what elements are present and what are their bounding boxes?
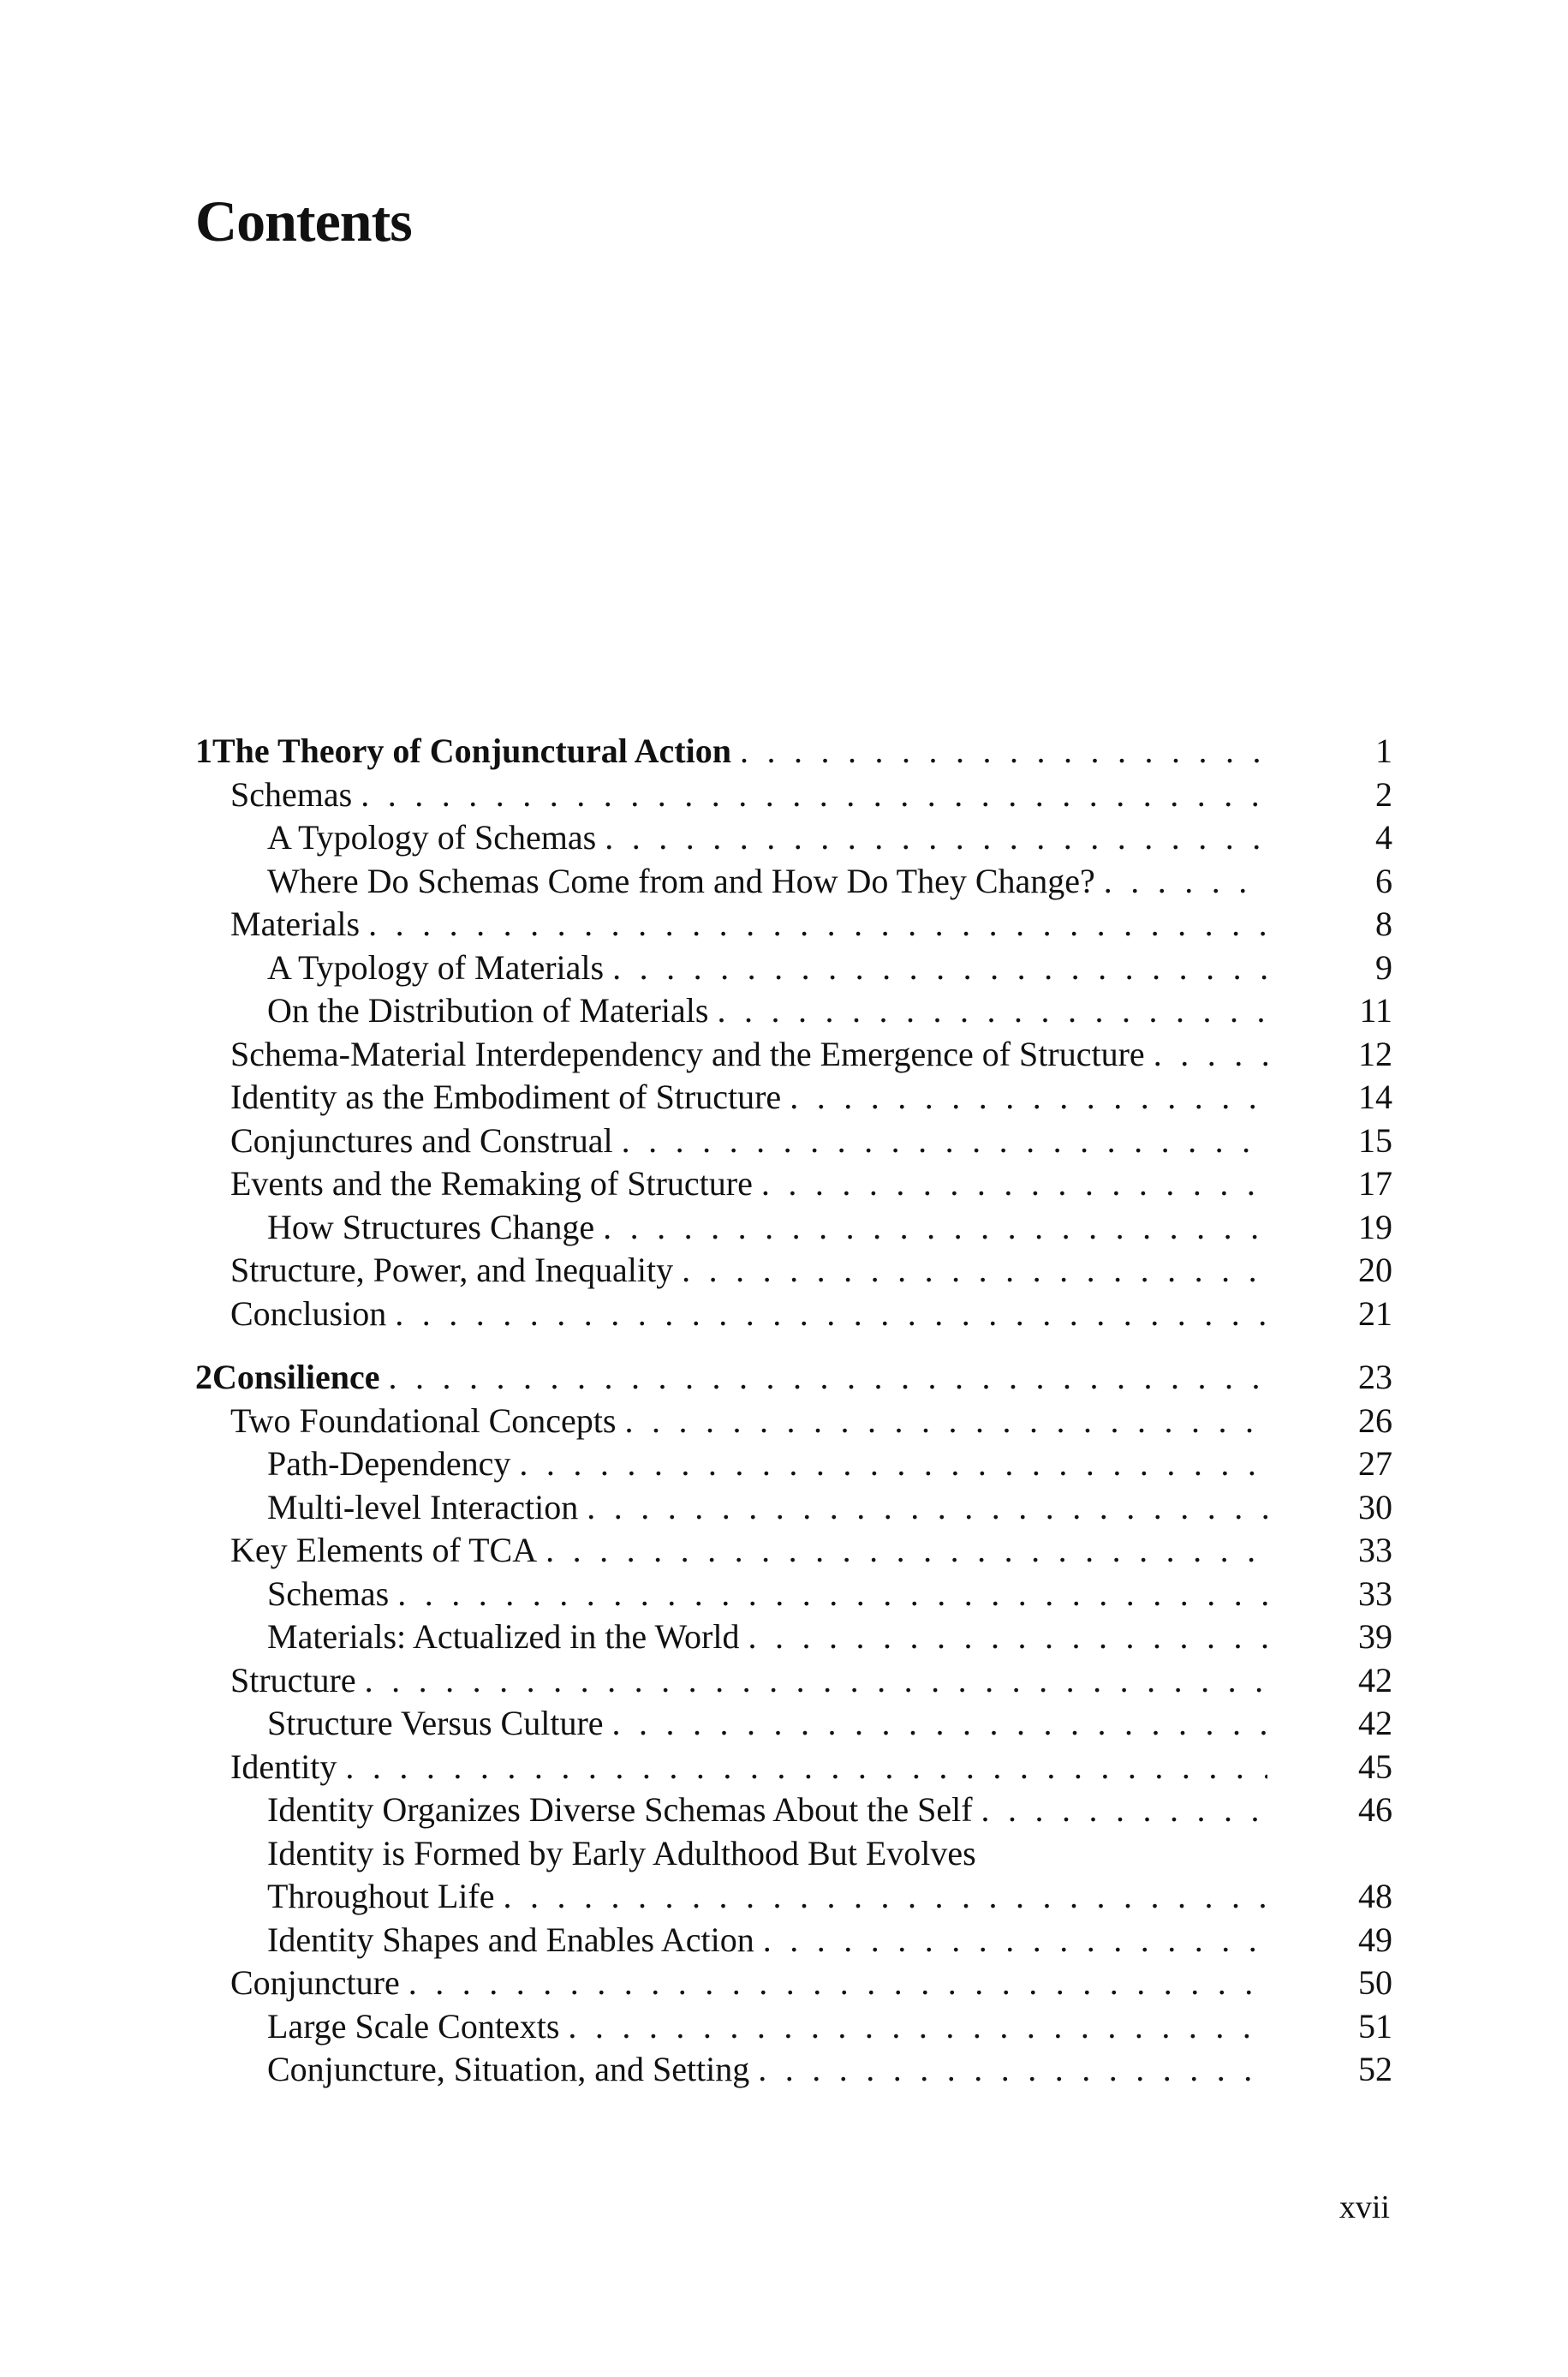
toc-entry[interactable] bbox=[195, 1033, 1392, 1077]
toc-entry[interactable] bbox=[195, 1789, 1392, 1832]
entry-title: Schemas bbox=[230, 774, 353, 814]
entry-page-number: 51 bbox=[1358, 2006, 1392, 2046]
entry-title: Throughout Life bbox=[267, 1877, 495, 1915]
entry-page-number: 27 bbox=[1358, 1444, 1392, 1483]
toc-entry[interactable] bbox=[195, 1919, 1392, 1962]
dot-leader bbox=[790, 1076, 1267, 1120]
entry-title: Identity as the Embodiment of Structure bbox=[230, 1078, 782, 1116]
entry-page-number: 14 bbox=[1358, 1078, 1392, 1116]
entry-title: Conjunctures and Construal bbox=[230, 1120, 613, 1160]
dot-leader bbox=[981, 1789, 1267, 1832]
entry-page-number: 21 bbox=[1358, 1293, 1392, 1333]
entry-page-number: 50 bbox=[1358, 1963, 1392, 2002]
entry-page-number: 11 bbox=[1359, 991, 1392, 1030]
toc-entry[interactable] bbox=[195, 1529, 1392, 1573]
dot-leader bbox=[546, 1529, 1267, 1573]
toc-entry[interactable] bbox=[195, 2005, 1392, 2049]
chapter-number: 1 bbox=[195, 732, 212, 770]
toc-entry[interactable] bbox=[195, 1659, 1392, 1703]
entry-page-number: 17 bbox=[1358, 1164, 1392, 1203]
entry-page-number: 20 bbox=[1358, 1251, 1392, 1289]
toc-entry[interactable] bbox=[195, 1120, 1392, 1163]
entry-title: Materials: Actualized in the World bbox=[267, 1617, 740, 1656]
entry-page-number: 26 bbox=[1358, 1401, 1392, 1440]
entry-page-number: 42 bbox=[1358, 1704, 1392, 1742]
dot-leader bbox=[622, 1120, 1267, 1163]
entry-title: Path-Dependency bbox=[267, 1444, 511, 1483]
entry-title: Identity Organizes Diverse Schemas About the Self bbox=[267, 1790, 973, 1829]
entry-title: The Theory of Conjunctural Action bbox=[212, 732, 731, 770]
entry-page-number: 2 bbox=[1375, 774, 1392, 814]
chapter-heading[interactable] bbox=[195, 1356, 1392, 1400]
dot-leader bbox=[748, 1616, 1267, 1659]
entry-title: Conjuncture bbox=[230, 1963, 400, 2002]
chapter-heading[interactable] bbox=[195, 730, 1392, 773]
toc-entry[interactable] bbox=[195, 1076, 1392, 1120]
dot-leader bbox=[361, 773, 1267, 817]
toc-entry[interactable] bbox=[195, 1486, 1392, 1530]
entry-title: How Structures Change bbox=[267, 1207, 595, 1246]
dot-leader bbox=[389, 1356, 1267, 1400]
entry-page-number: 15 bbox=[1358, 1120, 1392, 1160]
toc-entry[interactable] bbox=[195, 1616, 1392, 1659]
entry-title: Key Elements of TCA bbox=[230, 1531, 538, 1569]
page-title: Contents bbox=[195, 188, 412, 254]
entry-title: Consilience bbox=[212, 1358, 380, 1396]
toc-entry[interactable] bbox=[195, 903, 1392, 947]
entry-page-number: 33 bbox=[1358, 1574, 1392, 1613]
entry-page-number: 46 bbox=[1358, 1790, 1392, 1829]
dot-leader bbox=[740, 730, 1267, 773]
toc-entry[interactable] bbox=[195, 1573, 1392, 1616]
toc-entry[interactable] bbox=[195, 947, 1392, 990]
entry-title: A Typology of Schemas bbox=[267, 818, 597, 857]
toc-entry[interactable] bbox=[195, 860, 1392, 904]
toc-entry[interactable] bbox=[195, 1442, 1392, 1486]
entry-page-number: 49 bbox=[1358, 1920, 1392, 1959]
entry-title: Conjuncture, Situation, and Setting bbox=[267, 2050, 750, 2088]
entry-title: Schemas bbox=[267, 1574, 390, 1613]
entry-page-number: 48 bbox=[1358, 1877, 1392, 1915]
entry-page-number: 30 bbox=[1358, 1487, 1392, 1526]
entry-title: Two Foundational Concepts bbox=[230, 1401, 617, 1440]
entry-title: Identity is Formed by Early Adulthood But Evolves bbox=[267, 1833, 976, 1872]
dot-leader bbox=[717, 989, 1267, 1033]
entry-page-number: 6 bbox=[1375, 861, 1392, 900]
entry-page-number: 23 bbox=[1358, 1358, 1392, 1396]
dot-leader bbox=[397, 1573, 1267, 1616]
page-number: xvii bbox=[1338, 2189, 1390, 2225]
toc-entry[interactable] bbox=[195, 2048, 1392, 2092]
toc-entry[interactable] bbox=[195, 1832, 1392, 1876]
dot-leader bbox=[408, 1962, 1267, 2005]
toc-entry[interactable] bbox=[195, 1702, 1392, 1746]
dot-leader bbox=[612, 1702, 1267, 1746]
dot-leader bbox=[625, 1400, 1268, 1443]
entry-title: A Typology of Materials bbox=[267, 947, 605, 987]
dot-leader bbox=[504, 1875, 1268, 1919]
entry-title: Multi-level Interaction bbox=[267, 1487, 579, 1526]
dot-leader bbox=[603, 1206, 1267, 1250]
entry-page-number: 45 bbox=[1358, 1747, 1392, 1786]
toc-entry[interactable] bbox=[195, 989, 1392, 1033]
dot-leader bbox=[365, 1659, 1267, 1703]
table-of-contents bbox=[195, 730, 1392, 2092]
dot-leader bbox=[587, 1486, 1267, 1530]
entry-title: Where Do Schemas Come from and How Do They Change? bbox=[267, 861, 1095, 900]
entry-title: Structure Versus Culture bbox=[267, 1704, 604, 1742]
chapter-2 bbox=[195, 1356, 1392, 2092]
entry-title: Materials bbox=[230, 905, 361, 943]
dot-leader bbox=[1104, 860, 1267, 904]
toc-entry[interactable] bbox=[195, 1249, 1392, 1293]
entry-title: Identity Shapes and Enables Action bbox=[267, 1920, 754, 1959]
entry-title: On the Distribution of Materials bbox=[267, 991, 709, 1030]
entry-page-number: 8 bbox=[1375, 905, 1392, 943]
entry-page-number: 1 bbox=[1375, 732, 1392, 770]
entry-page-number: 12 bbox=[1358, 1034, 1392, 1073]
dot-leader bbox=[345, 1746, 1267, 1789]
entry-title: Large Scale Contexts bbox=[267, 2006, 560, 2046]
toc-entry[interactable] bbox=[195, 1206, 1392, 1250]
entry-page-number: 9 bbox=[1375, 947, 1392, 987]
entry-title: Conclusion bbox=[230, 1293, 387, 1333]
toc-entry[interactable] bbox=[195, 773, 1392, 817]
entry-page-number: 42 bbox=[1358, 1660, 1392, 1699]
entry-page-number: 4 bbox=[1375, 818, 1392, 857]
dot-leader bbox=[519, 1442, 1267, 1486]
entry-page-number: 19 bbox=[1358, 1207, 1392, 1246]
dot-leader bbox=[395, 1293, 1267, 1336]
dot-leader bbox=[761, 1162, 1267, 1206]
toc-entry[interactable] bbox=[195, 1400, 1392, 1443]
toc-entry[interactable] bbox=[195, 1293, 1392, 1336]
toc-entry[interactable] bbox=[195, 1746, 1392, 1789]
chapter-number: 2 bbox=[195, 1358, 212, 1396]
toc-entry[interactable] bbox=[195, 1962, 1392, 2005]
entry-page-number: 52 bbox=[1358, 2050, 1392, 2088]
entry-page-number: 39 bbox=[1358, 1617, 1392, 1656]
dot-leader bbox=[758, 2048, 1267, 2092]
toc-entry[interactable] bbox=[195, 1162, 1392, 1206]
dot-leader bbox=[568, 2005, 1267, 2049]
dot-leader bbox=[368, 903, 1267, 947]
dot-leader bbox=[763, 1919, 1267, 1962]
entry-page-number: 33 bbox=[1358, 1531, 1392, 1569]
dot-leader bbox=[605, 816, 1267, 860]
toc-entry[interactable] bbox=[195, 816, 1392, 860]
dot-leader bbox=[612, 947, 1267, 990]
dot-leader bbox=[1154, 1033, 1267, 1077]
entry-title: Schema-Material Interdependency and the Emergence of Structure bbox=[230, 1034, 1145, 1073]
entry-title: Structure bbox=[230, 1660, 356, 1699]
entry-title: Events and the Remaking of Structure bbox=[230, 1164, 753, 1203]
entry-title: Structure, Power, and Inequality bbox=[230, 1251, 674, 1289]
toc-entry[interactable] bbox=[195, 1875, 1392, 1919]
chapter-1 bbox=[195, 730, 1392, 1335]
entry-title: Identity bbox=[230, 1747, 337, 1786]
dot-leader bbox=[682, 1249, 1267, 1293]
